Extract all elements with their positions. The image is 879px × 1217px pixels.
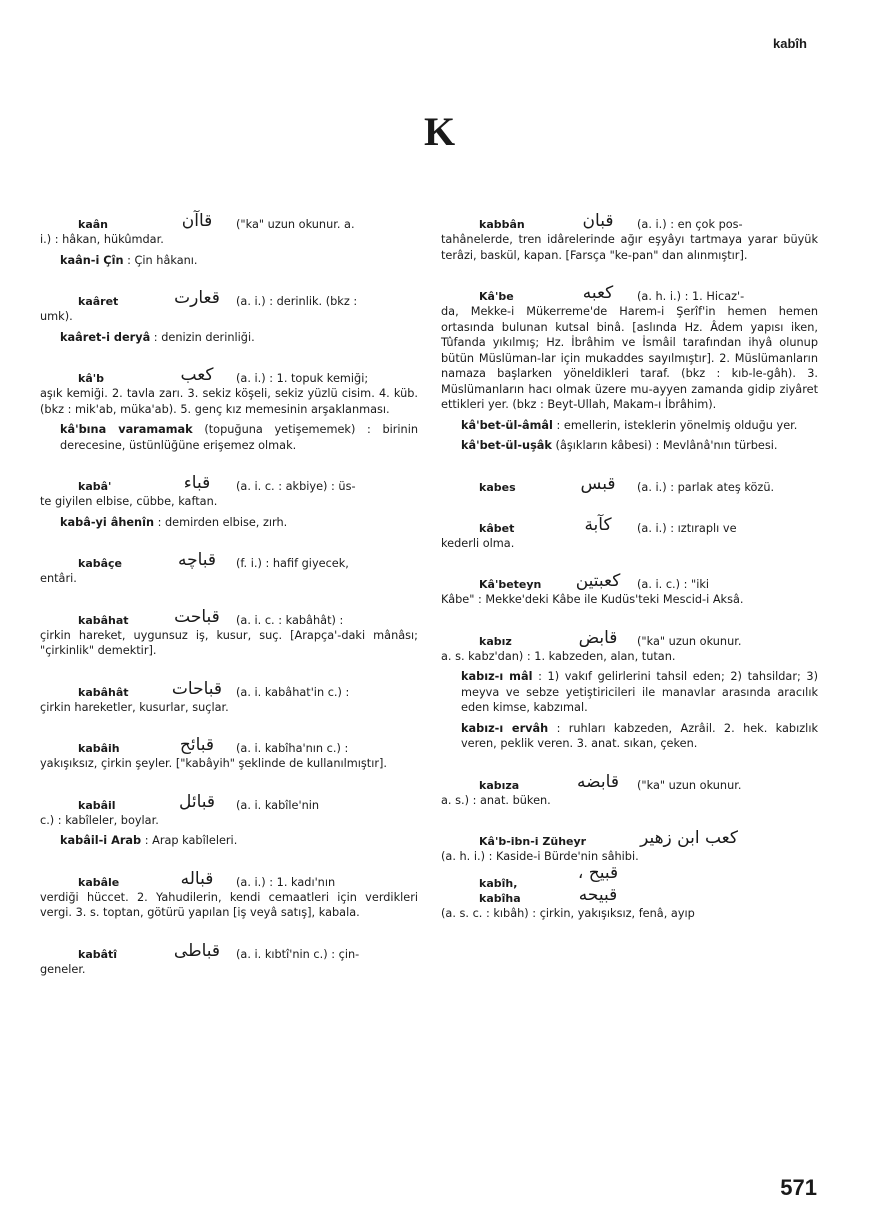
definition-text: a. s.) : anat. büken.	[441, 793, 551, 807]
definition-first-line: (a. i. kabîha'nın c.) :	[236, 742, 349, 755]
definition-first-line: (a. i. kıbtî'nin c.) : çin-	[236, 947, 360, 961]
headword: kabâçe	[78, 557, 123, 570]
headword: kâbet	[479, 521, 515, 535]
page-number: 571	[780, 1175, 817, 1200]
dictionary-entry	[441, 465, 818, 495]
dictionary-entry	[441, 562, 818, 608]
definition-text: Kâbe" : Mekke'deki Kâbe ile Kudüs'teki Mescid-i Aksâ.	[441, 593, 744, 606]
entry-head-line	[40, 202, 418, 232]
definition-text: da, Mekke-i Mükerreme'de Harem-i Şerîf'in hemen hemen ortasında bulunan kutsal binâ. [aslında Hz. Âdem yapısı iken, Tûfanda yıkılmış; Hz. İbrâhim ve İsmâil tarafından ihyâ olunup bütün Müslüman-lar için mukaddes sayılmıştır]. 2. Müslümanların namaza başlarken yöneldikleri taraf. (bkz : kıb-le-gâh). 3. Müslümanların hacı olmak üzere mu-ayyen zamanda gidip ziyâret ettikleri yer. (bkz : Beyt-Ullah, Makam-ı İbrâhim).	[441, 305, 818, 411]
arabic-script: قباطى	[173, 940, 221, 961]
subentry	[441, 669, 818, 716]
subentry	[40, 833, 418, 849]
arabic-script: قباء	[183, 473, 211, 493]
definition-first-line: (f. i.) : hafif giyecek,	[236, 557, 349, 570]
entry-head-line	[441, 763, 818, 793]
right-column	[441, 202, 818, 932]
subentry-headword: kabız-ı mâl	[461, 670, 533, 683]
subentry-definition: : ruhları kabzeden, Azrâil. 2. hek. kabızlık veren, peklik veren. 3. anat. sıkan, çeken.	[461, 721, 818, 750]
definition-text: geneler.	[40, 962, 86, 976]
subentry-definition: : denizin derinliği.	[153, 330, 255, 344]
headword: kabâhât	[78, 685, 129, 699]
dictionary-entry	[40, 464, 418, 510]
definition-text: çirkin hareket, uygunsuz iş, kusur, suç. [Arapça'-daki mânâsı; "çirkinlik" demektir].	[40, 628, 418, 657]
subentry	[441, 418, 818, 434]
headword: kabıza	[479, 778, 520, 792]
headword: kabâ'	[78, 480, 112, 493]
headword: Kâ'be	[479, 290, 514, 303]
definition-first-line: (a. i.) : parlak ateş közü.	[637, 480, 775, 494]
running-head: kabîh	[773, 36, 807, 51]
subentry-definition: : demirden elbise, zırh.	[157, 515, 288, 529]
dictionary-entry	[441, 763, 818, 809]
definition-text: c.) : kabîleler, boylar.	[40, 813, 159, 827]
definition-first-line: (a. i.) : 1. topuk kemiği;	[236, 372, 369, 385]
dictionary-entry	[40, 202, 418, 248]
definition-text: i.) : hâkan, hükûmdar.	[40, 233, 164, 246]
dictionary-entry	[441, 619, 818, 665]
subentry-definition: : Arap kabîleleri.	[144, 834, 238, 847]
headword: kabbân	[479, 218, 525, 231]
dictionary-entry	[40, 860, 418, 921]
arabic-script: كآبة	[584, 514, 612, 535]
arabic-script: قباله	[180, 868, 214, 889]
subentry-headword: kaân-i Çîn	[60, 253, 124, 267]
definition-first-line: (a. i. c.) : "iki	[637, 578, 710, 591]
arabic-script: قعارت	[174, 288, 220, 308]
subentry-line	[441, 438, 818, 454]
definition-text: a. s. kabz'dan) : 1. kabzeden, alan, tutan.	[441, 649, 676, 663]
entry-head-line	[441, 619, 818, 649]
subentry-definition: : Çin hâkanı.	[127, 253, 198, 267]
arabic-script: كعبتين	[575, 571, 621, 591]
subentry-definition: : emellerin, isteklerin yönelmiş olduğu yer.	[556, 418, 798, 432]
entry-head-line	[40, 783, 418, 813]
arabic-script: كعبه	[582, 283, 614, 303]
definition-text: kederli olma.	[441, 536, 515, 550]
headword: kabâle	[78, 875, 120, 889]
entry-head-line	[40, 356, 418, 386]
section-letter: K	[423, 109, 456, 154]
subentry-headword: kaâret-i deryâ	[60, 330, 151, 344]
subentry-headword: kâ'bet-ül-âmâl	[461, 418, 553, 432]
arabic-script: قباحات	[171, 678, 223, 699]
subentry	[40, 422, 418, 453]
definition-first-line: (a. i. kabâhat'in c.) :	[236, 685, 350, 699]
arabic-script: قباحت	[174, 606, 220, 627]
entry-head-line	[441, 465, 818, 495]
subentry-definition: (âşıkların kâbesi) : Mevlânâ'nın türbesi.	[555, 439, 778, 452]
definition-first-line: (a. i.) : 1. kadı'nın	[236, 875, 336, 889]
subentry-line	[40, 422, 418, 453]
dictionary-entry	[40, 279, 418, 325]
dictionary-entry	[441, 862, 818, 922]
dictionary-entry	[40, 670, 418, 716]
headword: kaâret	[78, 295, 119, 308]
arabic-script: قبيح ، قبيحه	[577, 862, 619, 905]
subentry	[441, 438, 818, 454]
left-column	[40, 202, 418, 988]
entry-head-line	[40, 541, 418, 571]
definition-first-line: (a. i.) : en çok pos-	[637, 218, 743, 231]
definition-first-line: (a. i.) : derinlik. (bkz :	[236, 295, 358, 308]
dictionary-entry	[441, 819, 818, 865]
headword: kabâtî	[78, 947, 118, 961]
entry-head-line	[441, 274, 818, 304]
definition-text: (a. h. i.) : Kaside-i Bürde'nin sâhibi.	[441, 850, 639, 863]
entry-head-line	[40, 726, 418, 756]
entry-head-line	[441, 202, 818, 232]
arabic-script: قابضه	[577, 771, 619, 792]
subentry-line	[441, 418, 818, 434]
definition-text: aşık kemiği. 2. tavla zarı. 3. sekiz köşeli, sekiz yüzlü cisim. 4. küb. (bkz : mik'ab, müka'ab). 5. genç kız memesinin arşaklanması.	[40, 387, 418, 416]
entry-head-line	[441, 862, 818, 906]
headword: Kâ'beteyn	[479, 578, 542, 591]
definition-text: entâri.	[40, 572, 77, 585]
headword: kabâhat	[78, 613, 129, 627]
subentry-headword: kabız-ı ervâh	[461, 721, 549, 735]
definition-first-line: ("ka" uzun okunur.	[637, 778, 742, 792]
definition-first-line: (a. i. c. : kabâhât) :	[236, 613, 344, 627]
dictionary-entry	[40, 783, 418, 829]
subentry-line	[40, 253, 418, 269]
dictionary-entry	[40, 726, 418, 772]
subentry-headword: kâ'bına varamamak	[60, 423, 193, 436]
dictionary-entry	[40, 598, 418, 659]
definition-first-line: (a. i. kabîle'nin	[236, 798, 320, 812]
definition-text: çirkin hareketler, kusurlar, suçlar.	[40, 700, 229, 714]
subentry-definition: (topuğuna yetişememek) : birinin derecesine, üstünlüğüne erişemez olmak.	[60, 423, 418, 452]
subentry-line	[441, 669, 818, 716]
definition-text: umk).	[40, 310, 73, 323]
headword: kabâih	[78, 742, 120, 755]
definition-first-line: ("ka" uzun okunur.	[637, 634, 742, 648]
entry-head-line	[40, 279, 418, 309]
dictionary-entry	[40, 932, 418, 978]
entry-head-line	[40, 860, 418, 890]
entry-head-line	[40, 464, 418, 494]
headword: kâ'b	[78, 372, 104, 385]
entry-head-line	[441, 506, 818, 536]
headword: kabâil	[78, 798, 116, 812]
entry-head-line	[40, 598, 418, 628]
definition-text: verdiği hüccet. 2. Yahudilerin, kendi cemaatleri için verdikleri vergi. 3. s. toptan, götürü yapılan [iş veyâ satış], kabala.	[40, 890, 418, 919]
entry-head-line	[40, 932, 418, 962]
dictionary-entry	[441, 506, 818, 552]
headword: kaân	[78, 218, 108, 231]
entry-head-line	[441, 562, 818, 592]
arabic-script: قبس	[580, 473, 616, 494]
subentry	[40, 330, 418, 346]
definition-first-line: ("ka" uzun okunur. a.	[236, 218, 355, 231]
subentry-line	[40, 330, 418, 346]
arabic-script: كعب ابن زهير	[640, 828, 738, 848]
definition-text: (a. s. c. : kıbâh) : çirkin, yakışıksız, fenâ, ayıp	[441, 906, 695, 920]
dictionary-entry	[40, 356, 418, 417]
headword: kabîh, kabîha	[479, 876, 521, 905]
dictionary-entry	[40, 541, 418, 587]
arabic-script: قاآن	[181, 211, 213, 231]
headword: Kâ'b-ibn-i Züheyr	[479, 835, 587, 848]
subentry-headword: kabâ-yi âhenîn	[60, 515, 154, 529]
definition-first-line: (a. i.) : ıztıraplı ve	[637, 521, 737, 535]
arabic-script: كعب	[180, 365, 214, 385]
arabic-script: قبائل	[178, 791, 216, 812]
subentry-line	[40, 515, 418, 531]
definition-first-line: (a. h. i.) : 1. Hicaz'-	[637, 290, 745, 303]
subentry	[441, 721, 818, 752]
subentry-line	[40, 833, 418, 849]
arabic-script: قباچه	[177, 550, 217, 570]
subentry-definition: : 1) vakıf gelirlerini tahsil eden; 2) tahsildar; 3) meyva ve sebze yetiştiricileri ile manavlar arasında aracılık eden kimse, kabzımal.	[461, 670, 819, 714]
subentry-headword: kâ'bet-ül-uşâk	[461, 439, 552, 452]
headword: kabes	[479, 480, 516, 494]
headword: kabız	[479, 634, 512, 648]
arabic-script: قبائح	[179, 735, 215, 755]
subentry	[40, 253, 418, 269]
definition-first-line: (a. i. c. : akbiye) : üs-	[236, 480, 356, 493]
entry-head-line	[40, 670, 418, 700]
definition-text: te giyilen elbise, cübbe, kaftan.	[40, 495, 218, 508]
arabic-script: قبان	[582, 211, 614, 231]
arabic-script: قابض	[578, 627, 618, 648]
definition-text: tahânelerde, tren idârelerinde ağır eşyâyı tartmaya yarar büyük terâzi, baskül, kapan. [Farsça "ke-pan" dan alınmıştır].	[441, 233, 818, 262]
subentry-line	[441, 721, 818, 752]
subentry	[40, 515, 418, 531]
definition-text: yakışıksız, çirkin şeyler. ["kabâyih" şeklinde de kullanılmıştır].	[40, 757, 388, 770]
dictionary-entry	[441, 202, 818, 263]
entry-head-line	[441, 819, 818, 849]
subentry-headword: kabâil-i Arab	[60, 834, 142, 847]
dictionary-entry	[441, 274, 818, 413]
